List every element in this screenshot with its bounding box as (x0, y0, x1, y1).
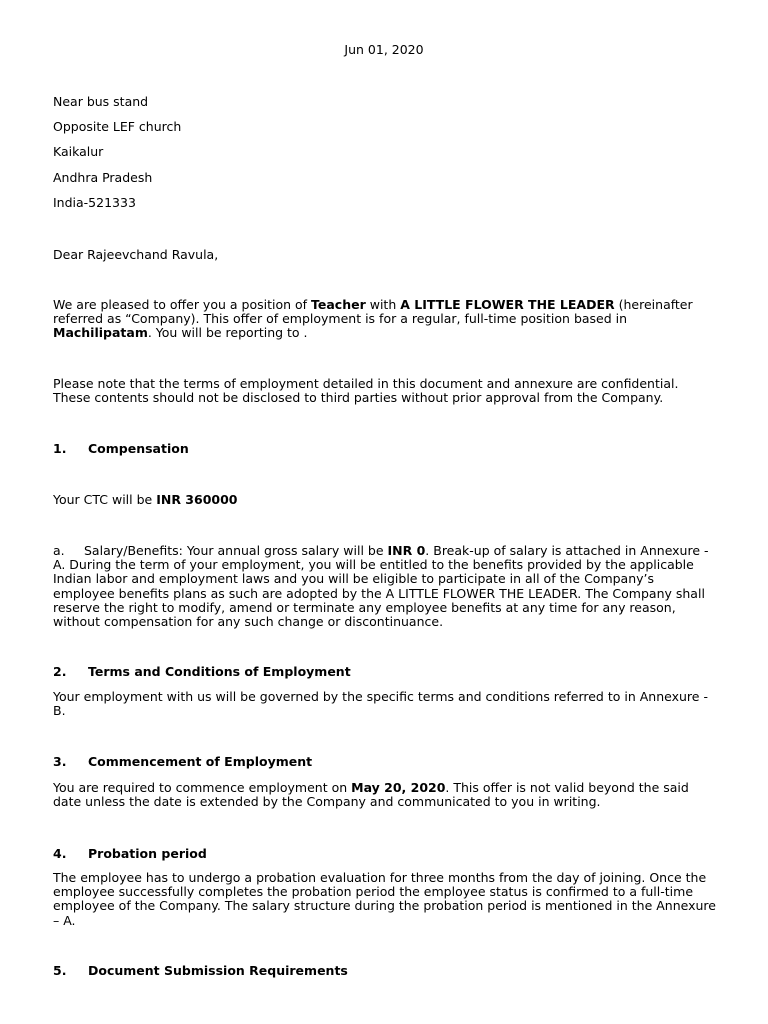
ctc-paragraph (53, 493, 718, 507)
commencement-date: May 20, 2020 (351, 780, 446, 795)
company-name: A LITTLE FLOWER THE LEADER (400, 297, 615, 312)
position-title: Teacher (311, 297, 366, 312)
intro-paragraph (53, 298, 718, 341)
address-line-3: Kaikalur (53, 144, 104, 159)
confidentiality-paragraph: Please note that the terms of employment detailed in this document and annexure are confidential. These contents should not be disclosed to third parties without prior approval from the Company. (53, 376, 679, 406)
section-number: 2. (53, 664, 67, 679)
intro-text-4: . You will be reporting to . (147, 325, 308, 341)
section-title: Terms and Conditions of Employment (88, 664, 351, 679)
section-number: 4. (53, 846, 67, 861)
intro-text-2: with (365, 297, 401, 312)
section-heading-terms (53, 665, 351, 679)
letter-date: Jun 01, 2020 (344, 42, 424, 57)
section-number: 3. (53, 754, 67, 769)
address-line-2: Opposite LEF church (53, 119, 182, 134)
commencement-text-1: You are required to commence employment on (53, 780, 352, 795)
section-number: 1. (53, 441, 67, 456)
section-heading-probation (53, 847, 207, 861)
salary-text-1: Salary/Benefits: Your annual gross salary will be (84, 543, 388, 558)
section-number: 5. (53, 963, 67, 978)
salary-benefits-paragraph (53, 544, 718, 629)
probation-paragraph: The employee has to undergo a probation evaluation for three months from the day of joining. Once the employee successfully completes the probation period the employee status is confirmed to a full-time employee of the Company. The salary structure during the probation period is mentioned in the Annexure – A. (53, 870, 716, 928)
section-title: Commencement of Employment (88, 754, 313, 769)
ctc-amount: INR 360000 (156, 492, 238, 507)
list-label: a. (53, 543, 65, 558)
address-line-4: Andhra Pradesh (53, 170, 153, 185)
work-location: Machilipatam (53, 325, 148, 341)
terms-paragraph: Your employment with us will be governed by the specific terms and conditions referred to in Annexure - B. (53, 689, 708, 719)
section-title: Compensation (88, 441, 189, 456)
intro-text-1: We are pleased to offer you a position of (53, 297, 312, 312)
ctc-text: Your CTC will be (53, 492, 157, 507)
salutation: Dear Rajeevchand Ravula, (53, 247, 219, 262)
commencement-text-2: . This offer is not valid beyond the said date unless the date is extended by the Company and communicated to you in writing. (53, 780, 689, 810)
salary-text-2: . Break-up of salary is attached in Annexure - A. During the term of your employment, you will be entitled to the benefits provided by the applicable Indian labor and employment laws and you will be eligible to participate in all of the Company’s employee benefits plans as such are adopted by the A LITTLE FLOWER THE LEADER. The Company shall reserve the right to modify, amend or terminate any employee benefits at any time for any reason, without compensation for any such change or discontinuance. (53, 543, 709, 630)
section-heading-commencement (53, 755, 312, 769)
section-heading-documents (53, 964, 348, 978)
section-title: Document Submission Requirements (88, 963, 348, 978)
commencement-paragraph (53, 781, 718, 809)
address-line-5: India-521333 (53, 195, 136, 210)
section-heading-compensation (53, 442, 189, 456)
gross-salary-amount: INR 0 (387, 543, 426, 558)
intro-text-3: (hereinafter referred as “Company). This offer of employment is for a regular, full-time position based in (53, 297, 693, 327)
section-title: Probation period (88, 846, 207, 861)
address-line-1: Near bus stand (53, 94, 149, 109)
